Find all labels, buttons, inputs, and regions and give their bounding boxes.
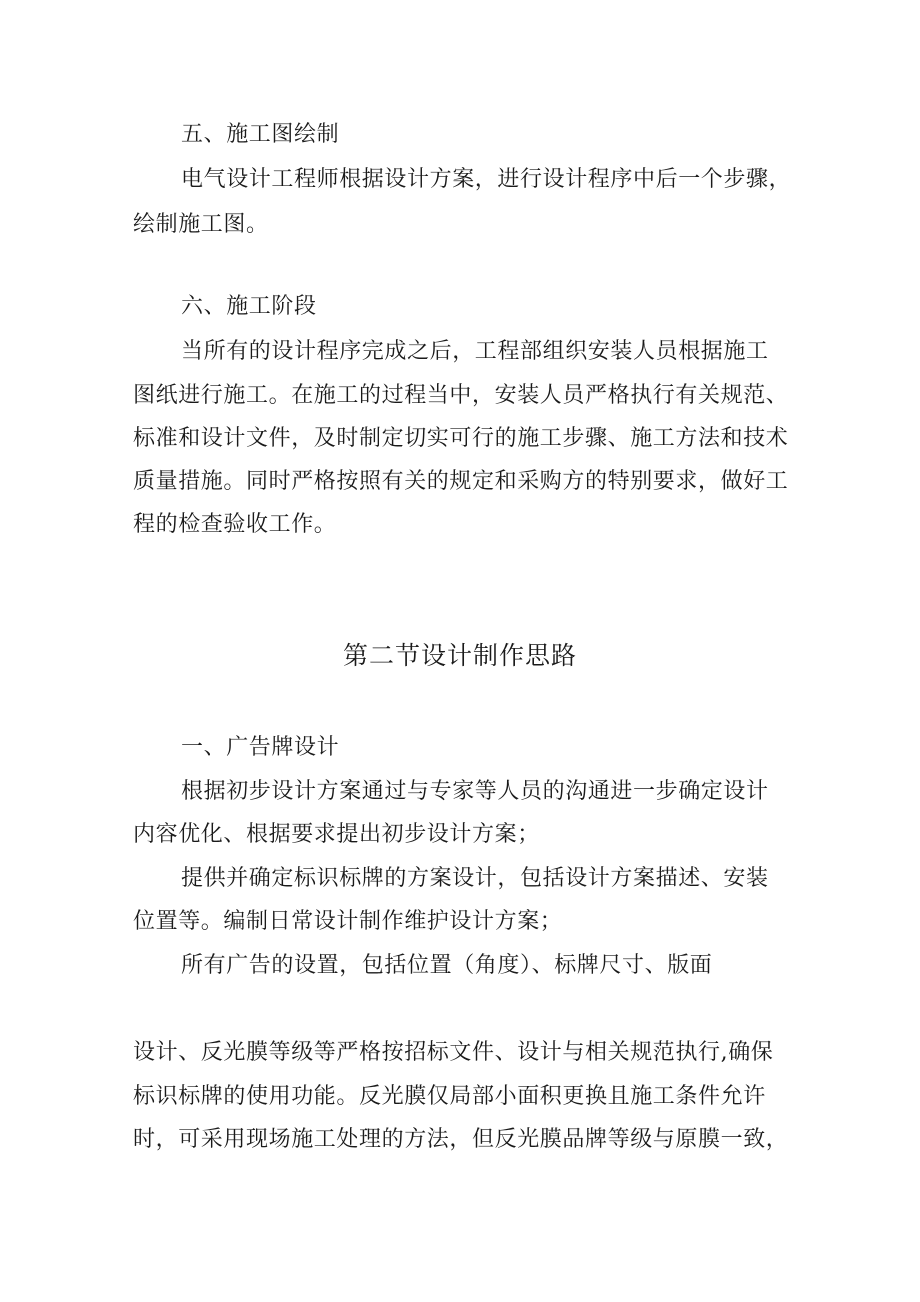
paragraph-line: 设计、反光膜等级等严格按招标文件、设计与相关规范执行,确保 [133,1040,774,1065]
paragraph-line: 图纸进行施工。在施工的过程当中，安装人员严格执行有关规范、 [133,383,789,408]
paragraph-line: 位置等。编制日常设计制作维护设计方案； [133,909,563,934]
paragraph-line: 内容优化、根据要求提出初步设计方案； [133,822,540,847]
paragraph-line: 根据初步设计方案通过与专家等人员的沟通进一步确定设计 [181,779,769,804]
paragraph-line: 时，可采用现场施工处理的方法，但反光膜品牌等级与原膜一致， [133,1127,789,1152]
paragraph-line: 绘制施工图。 [133,212,269,237]
paragraph-line: 电气设计工程师根据设计方案，进行设计程序中后一个步骤， [181,167,792,192]
section-heading-1: 一、广告牌设计 [181,735,340,760]
paragraph-line: 提供并确定标识标牌的方案设计，包括设计方案描述、安装 [181,866,769,891]
paragraph-line: 标准和设计文件，及时制定切实可行的施工步骤、施工方法和技术 [133,426,789,451]
section-heading-6: 六、施工阶段 [181,294,317,319]
paragraph-line: 所有广告的设置，包括位置（角度）、标牌尺寸、版面 [181,953,713,978]
paragraph-line: 程的检查验收工作。 [133,512,337,537]
chapter-title: 第二节设计制作思路 [342,641,577,670]
paragraph-line: 当所有的设计程序完成之后，工程部组织安装人员根据施工 [181,339,769,364]
paragraph-line: 质量措施。同时严格按照有关的规定和采购方的特别要求，做好工 [133,469,789,494]
section-heading-5: 五、施工图绘制 [181,122,340,147]
paragraph-line: 标识标牌的使用功能。反光膜仅局部小面积更换且施工条件允许 [133,1084,766,1109]
